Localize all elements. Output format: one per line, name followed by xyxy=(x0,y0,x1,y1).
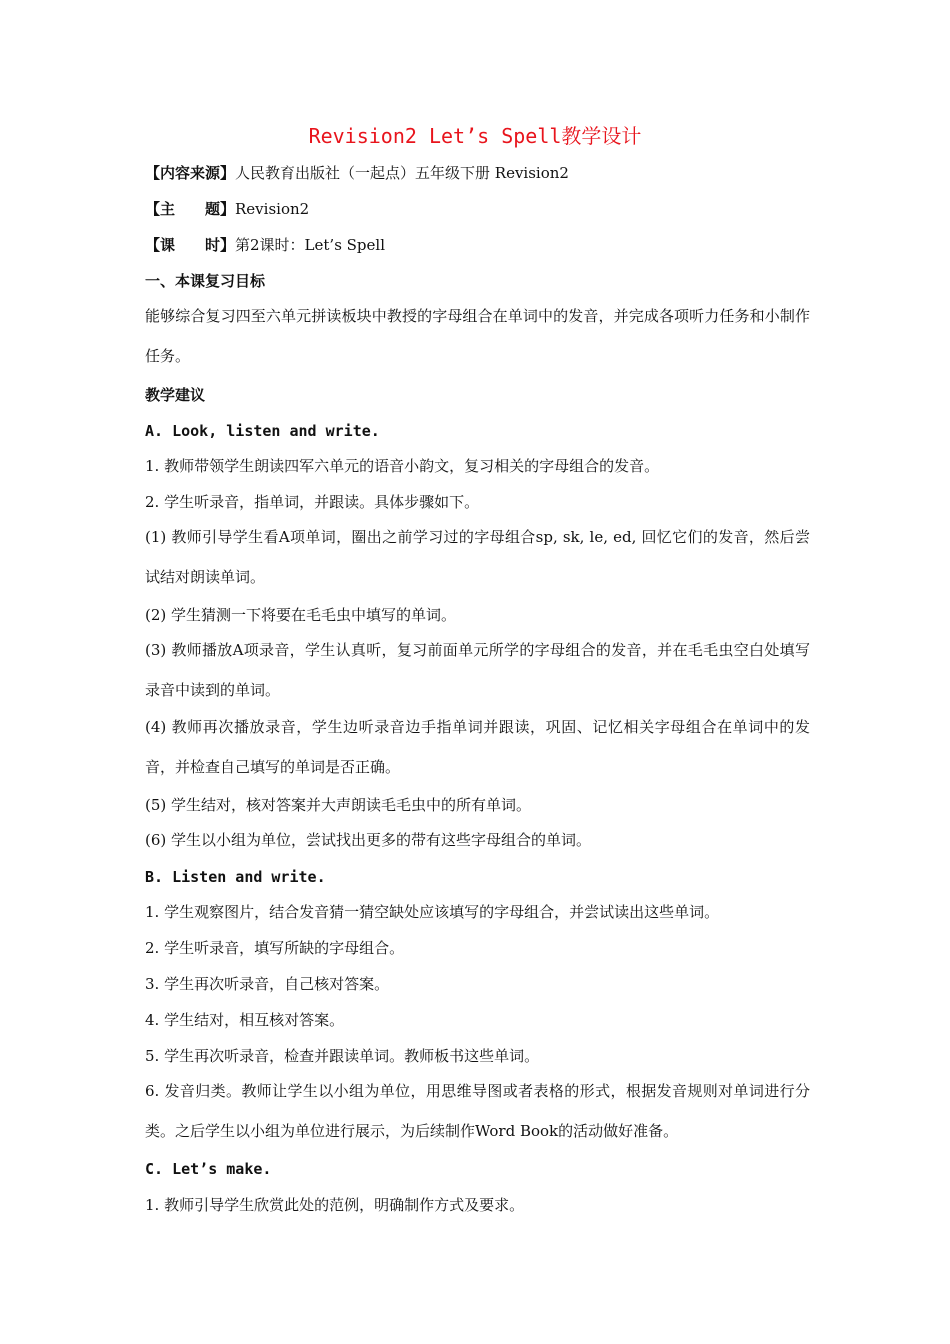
meta-source xyxy=(145,162,569,184)
meta-source-label: 【内容来源】 xyxy=(145,164,236,182)
partA-heading: A. Look, listen and write. xyxy=(145,422,380,440)
document-title: Revision2 Let’s Spell教学设计 xyxy=(308,124,642,148)
partB-item: 6. 发音归类。教师让学生以小组为单位，用思维导图或者表格的形式，根据发音规则对单词进行分类。之后学生以小组为单位进行展示，为后续制作Word Book的活动做好准备。 xyxy=(145,1082,810,1140)
meta-topic-label: 【主 题】 xyxy=(145,200,236,218)
meta-period-label: 【课 时】 xyxy=(145,236,236,254)
partA-step: (3) 教师播放A项录音，学生认真听，复习前面单元所学的字母组合的发音，并在毛毛虫空白处填写录音中读到的单词。 xyxy=(145,641,810,699)
partA-step: (4) 教师再次播放录音，学生边听录音边手指单词并跟读，巩固、记忆相关字母组合在单词中的发音，并检查自己填写的单词是否正确。 xyxy=(145,718,810,776)
partA-item: 1. 教师带领学生朗读四军六单元的语音小韵文，复习相关的字母组合的发音。 xyxy=(145,457,660,475)
meta-topic xyxy=(145,198,309,220)
partA-item: 2. 学生听录音，指单词，并跟读。具体步骤如下。 xyxy=(145,493,480,511)
partA-step: (6) 学生以小组为单位，尝试找出更多的带有这些字母组合的单词。 xyxy=(145,831,592,849)
partA-step: (2) 学生猜测一下将要在毛毛虫中填写的单词。 xyxy=(145,606,457,624)
meta-topic-value: Revision2 xyxy=(235,200,310,218)
meta-source-value: 人民教育出版社（一起点）五年级下册 Revision2 xyxy=(235,164,569,182)
section1-text: 能够综合复习四至六单元拼读板块中教授的字母组合在单词中的发音，并完成各项听力任务和小制作任务。 xyxy=(145,307,810,365)
partA-step: (5) 学生结对，核对答案并大声朗读毛毛虫中的所有单词。 xyxy=(145,796,532,814)
partA-step: (1) 教师引导学生看A项单词，圈出之前学习过的字母组合sp, sk, le, ed, 回忆它们的发音，然后尝试结对朗读单词。 xyxy=(145,528,810,586)
partC-item: 1. 教师引导学生欣赏此处的范例，明确制作方式及要求。 xyxy=(145,1196,525,1214)
partB-item: 1. 学生观察图片，结合发音猜一猜空缺处应该填写的字母组合，并尝试读出这些单词。 xyxy=(145,903,720,921)
partB-heading: B. Listen and write. xyxy=(145,868,326,886)
partC-heading: C. Let’s make. xyxy=(145,1160,272,1178)
partB-item: 4. 学生结对，相互核对答案。 xyxy=(145,1011,345,1029)
meta-period xyxy=(145,234,385,256)
suggestions-heading: 教学建议 xyxy=(145,386,206,404)
partB-item: 3. 学生再次听录音，自己核对答案。 xyxy=(145,975,390,993)
partB-item: 5. 学生再次听录音，检查并跟读单词。教师板书这些单词。 xyxy=(145,1047,540,1065)
section1-heading: 一、本课复习目标 xyxy=(145,272,266,290)
partB-item: 2. 学生听录音，填写所缺的字母组合。 xyxy=(145,939,405,957)
meta-period-value: 第2课时：Let’s Spell xyxy=(235,236,386,254)
